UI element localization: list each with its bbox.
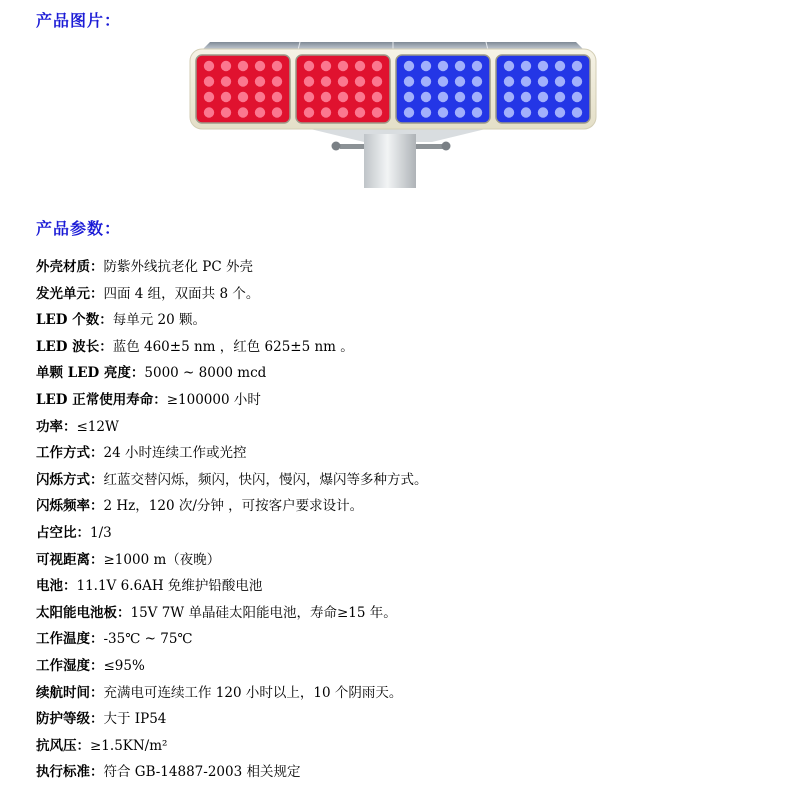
led-dot <box>504 76 514 86</box>
led-dot <box>572 76 582 86</box>
spec-label: LED 波长： <box>36 338 113 355</box>
spec-label: 执行标准： <box>36 764 104 781</box>
spec-label: 抗风压： <box>36 737 90 754</box>
spec-label: 闪烁方式： <box>36 471 104 488</box>
spec-row <box>36 493 428 520</box>
led-dot <box>404 92 414 102</box>
led-dot <box>555 76 565 86</box>
led-dot <box>404 76 414 86</box>
spec-value: 2 Hz，120 次/分钟 ，可按客户要求设计。 <box>103 498 364 515</box>
spec-label: 工作温度： <box>36 631 104 648</box>
led-dot <box>521 107 531 117</box>
spec-row <box>36 706 428 733</box>
led-dot <box>421 92 431 102</box>
spec-label: 太阳能电池板： <box>36 604 131 621</box>
spec-label: 发光单元： <box>36 285 104 302</box>
led-dot <box>555 107 565 117</box>
spec-value: 防紫外线抗老化 PC 外壳 <box>103 259 253 275</box>
spec-row <box>36 387 428 414</box>
led-dot <box>255 107 265 117</box>
led-dot <box>321 107 331 117</box>
led-dot <box>438 92 448 102</box>
led-dot <box>521 92 531 102</box>
spec-label: LED 个数： <box>36 312 113 329</box>
spec-value: 15V 7W 单晶硅太阳能电池，寿命≥15 年。 <box>130 604 397 621</box>
led-dot <box>304 61 314 71</box>
led-dot <box>421 76 431 86</box>
led-dot <box>255 76 265 86</box>
led-dot <box>572 92 582 102</box>
led-dot <box>255 92 265 102</box>
spec-label: LED 正常使用寿命： <box>36 391 167 408</box>
led-dot <box>321 61 331 71</box>
spec-value: ≥1000 m（夜晚） <box>103 551 221 568</box>
led-dot <box>555 61 565 71</box>
spec-value: -35℃ ~ 75℃ <box>103 631 193 648</box>
spec-value: ≥1.5KN/m² <box>90 737 168 754</box>
led-dot <box>421 61 431 71</box>
spec-label: 占空比： <box>36 524 90 541</box>
spec-value: 5000 ~ 8000 mcd <box>144 365 267 382</box>
led-dot <box>538 76 548 86</box>
led-dot <box>372 92 382 102</box>
led-dot <box>238 107 248 117</box>
spec-value: 24 小时连续工作或光控 <box>103 445 247 462</box>
spec-row <box>36 733 428 760</box>
led-dot <box>272 92 282 102</box>
led-dot <box>204 76 214 86</box>
spec-label: 续航时间： <box>36 684 104 701</box>
spec-row <box>36 547 428 574</box>
spec-value: 红蓝交替闪烁，频闪，快闪，慢闪，爆闪等多种方式。 <box>103 471 428 488</box>
spec-value: 四面 4 组，双面共 8 个。 <box>103 285 260 302</box>
led-dot <box>455 76 465 86</box>
spec-row <box>36 626 428 653</box>
led-dot <box>338 92 348 102</box>
led-dot <box>221 61 231 71</box>
led-dot <box>455 92 465 102</box>
led-dot <box>521 76 531 86</box>
led-dot <box>472 92 482 102</box>
led-dot <box>438 76 448 86</box>
led-dot <box>272 76 282 86</box>
spec-row <box>36 334 428 361</box>
solar-warning-light-image <box>180 38 606 188</box>
led-dot <box>455 61 465 71</box>
spec-row <box>36 520 428 547</box>
led-dot <box>304 92 314 102</box>
spec-row <box>36 680 428 707</box>
led-dot <box>355 76 365 86</box>
led-dot <box>355 107 365 117</box>
led-dot <box>304 76 314 86</box>
led-dot <box>338 76 348 86</box>
led-dot <box>572 107 582 117</box>
spec-row <box>36 573 428 600</box>
spec-row <box>36 307 428 334</box>
spec-value: 蓝色 460±5 nm ，红色 625±5 nm 。 <box>112 338 354 355</box>
spec-value: 符合 GB-14887-2003 相关规定 <box>103 764 301 781</box>
led-dot <box>338 107 348 117</box>
led-dot <box>372 107 382 117</box>
led-dot <box>304 107 314 117</box>
spec-row <box>36 281 428 308</box>
led-dot <box>338 61 348 71</box>
led-dot <box>221 92 231 102</box>
led-dot <box>238 61 248 71</box>
led-dot <box>238 76 248 86</box>
spec-label: 电池： <box>36 578 77 595</box>
led-dot <box>472 76 482 86</box>
led-dot <box>538 61 548 71</box>
spec-value: 充满电可连续工作 120 小时以上，10 个阴雨天。 <box>103 684 403 701</box>
spec-label: 工作方式： <box>36 445 104 462</box>
spec-value: ≤12W <box>76 418 119 435</box>
spec-value: 11.1V 6.6AH 免维护铅酸电池 <box>76 578 263 595</box>
spec-row <box>36 653 428 680</box>
spec-row <box>36 759 428 786</box>
led-dot <box>472 107 482 117</box>
led-dot <box>221 107 231 117</box>
led-dot <box>538 107 548 117</box>
spec-value: 每单元 20 颗。 <box>112 312 206 329</box>
led-dot <box>204 92 214 102</box>
led-dot <box>438 107 448 117</box>
led-dot <box>372 76 382 86</box>
led-dot <box>504 107 514 117</box>
spec-label: 闪烁频率： <box>36 498 104 515</box>
led-dot <box>504 61 514 71</box>
spec-row <box>36 600 428 627</box>
led-dot <box>355 61 365 71</box>
led-dot <box>521 61 531 71</box>
spec-label: 功率： <box>36 418 77 435</box>
product-params-heading: 产品参数： <box>36 219 122 238</box>
led-dot <box>238 92 248 102</box>
spec-row <box>36 440 428 467</box>
spec-value: ≥100000 小时 <box>166 391 261 408</box>
led-dot <box>355 92 365 102</box>
spec-value: 大于 IP54 <box>103 711 167 728</box>
spec-row <box>36 360 428 387</box>
spec-value: 1/3 <box>90 524 112 541</box>
led-dot <box>472 61 482 71</box>
spec-row <box>36 467 428 494</box>
led-dot <box>455 107 465 117</box>
led-dot <box>204 61 214 71</box>
spec-label: 外壳材质： <box>36 259 104 275</box>
led-dot <box>255 61 265 71</box>
led-dot <box>321 76 331 86</box>
led-dot <box>572 61 582 71</box>
product-image-heading: 产品图片： <box>36 11 122 30</box>
led-dot <box>221 76 231 86</box>
spec-row <box>36 414 428 441</box>
spec-label: 防护等级： <box>36 711 104 728</box>
spec-label: 单颗 LED 亮度： <box>36 365 145 382</box>
led-dot <box>421 107 431 117</box>
spec-list <box>36 254 428 786</box>
spec-row <box>36 254 428 281</box>
spec-value: ≤95% <box>103 657 145 674</box>
led-dot <box>555 92 565 102</box>
led-dot <box>404 107 414 117</box>
led-dot <box>204 107 214 117</box>
led-dot <box>538 92 548 102</box>
led-dot <box>321 92 331 102</box>
led-dot <box>504 92 514 102</box>
led-dot <box>372 61 382 71</box>
led-dot <box>272 107 282 117</box>
led-dot <box>272 61 282 71</box>
led-dot <box>404 61 414 71</box>
spec-label: 工作湿度： <box>36 657 104 674</box>
spec-label: 可视距离： <box>36 551 104 568</box>
led-dot <box>438 61 448 71</box>
